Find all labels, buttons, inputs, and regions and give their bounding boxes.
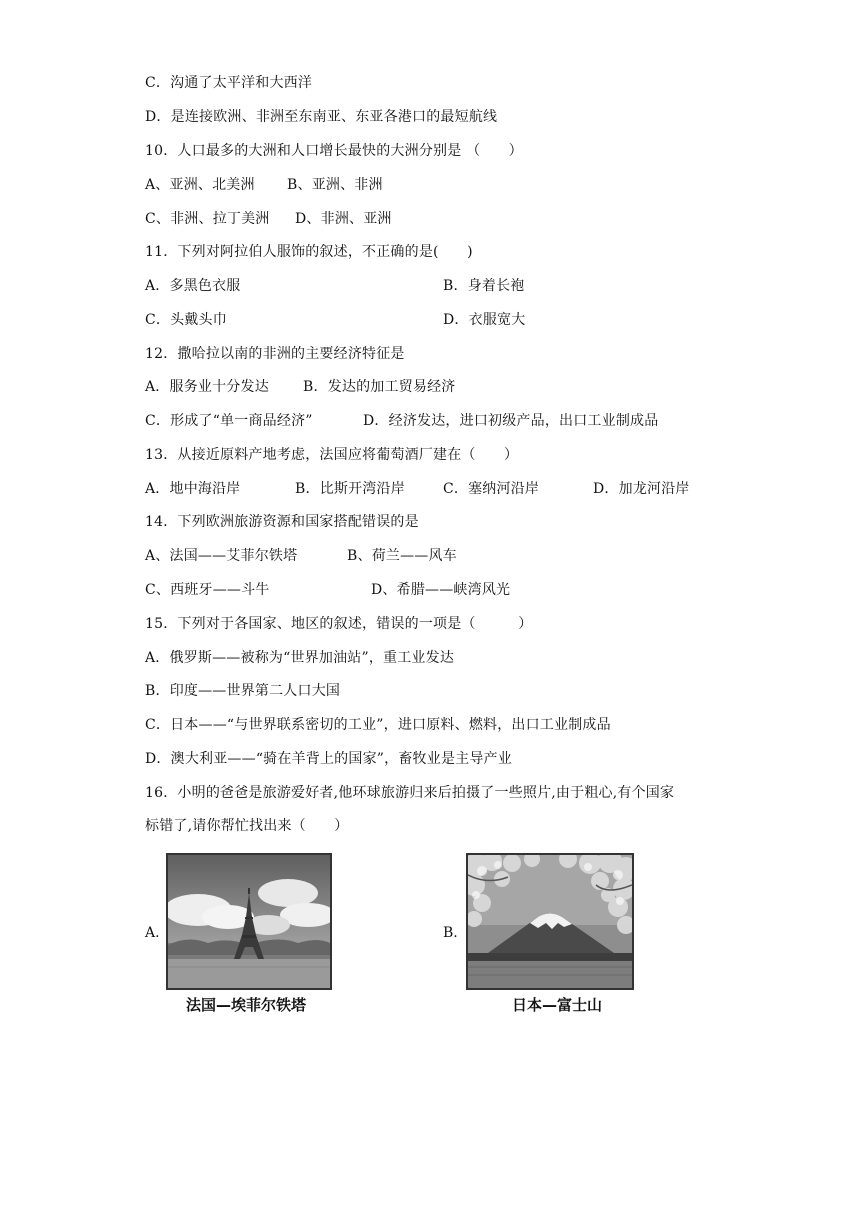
- q11-option-a: A．多黑色衣服: [145, 278, 241, 294]
- q14-option-b: B、荷兰——风车: [347, 548, 457, 564]
- q12-option-d: D．经济发达，进口初级产品，出口工业制成品: [363, 413, 659, 429]
- question-16-line-2: 标错了,请你帮忙找出来（ ）: [145, 818, 349, 834]
- q13-option-b: B．比斯开湾沿岸: [295, 481, 405, 497]
- q14-option-d: D、希腊——峡湾风光: [371, 582, 511, 598]
- photo-b-label: B.: [443, 925, 458, 941]
- photo-b-caption: 日本—富士山: [512, 996, 603, 1014]
- q11-option-d: D．衣服宽大: [443, 312, 526, 328]
- question-15: 15．下列对于各国家、地区的叙述，错误的一项是（ ）: [145, 616, 533, 632]
- q10-option-c: C、非洲、拉丁美洲: [145, 211, 270, 227]
- q15-option-c: C．日本——“与世界联系密切的工业”，进口原料、燃料，出口工业制成品: [145, 717, 611, 733]
- q11-option-c: C．头戴头巾: [145, 312, 227, 328]
- q9-option-d: D．是连接欧洲、非洲至东南亚、东亚各港口的最短航线: [145, 109, 498, 125]
- photo-a-label: A.: [145, 925, 160, 941]
- question-13: 13．从接近原料产地考虑，法国应将葡萄酒厂建在（ ）: [145, 447, 519, 463]
- q12-option-a: A．服务业十分发达: [145, 379, 269, 395]
- q15-option-a: A．俄罗斯——被称为“世界加油站”，重工业发达: [145, 650, 455, 666]
- q10-option-d: D、非洲、亚洲: [295, 211, 392, 227]
- q15-option-d: D．澳大利亚——“骑在羊背上的国家”，畜牧业是主导产业: [145, 751, 512, 767]
- q15-option-b: B．印度——世界第二人口大国: [145, 683, 341, 699]
- photo-mount-fuji: [466, 853, 634, 990]
- question-16-line-1: 16．小明的爸爸是旅游爱好者,他环球旅游归来后拍摄了一些照片,由于粗心,有个国家: [145, 785, 675, 801]
- q9-option-c: C．沟通了太平洋和大西洋: [145, 75, 313, 91]
- q13-option-d: D．加龙河沿岸: [593, 481, 690, 497]
- photo-a-caption: 法国—埃菲尔铁塔: [186, 996, 307, 1014]
- question-10: 10．人口最多的大洲和人口增长最快的大洲分别是 （ ）: [145, 143, 523, 159]
- q12-option-b: B．发达的加工贸易经济: [303, 379, 456, 395]
- question-12: 12．撒哈拉以南的非洲的主要经济特征是: [145, 346, 405, 362]
- q13-option-a: A．地中海沿岸: [145, 481, 241, 497]
- q14-option-a: A、法国——艾菲尔铁塔: [145, 548, 298, 564]
- question-11: 11．下列对阿拉伯人服饰的叙述，不正确的是( ): [145, 244, 473, 260]
- q14-option-c: C、西班牙——斗牛: [145, 582, 270, 598]
- mount-fuji-image: [468, 855, 632, 988]
- q11-option-b: B．身着长袍: [443, 278, 525, 294]
- eiffel-tower-image: [168, 855, 330, 988]
- photo-eiffel-tower: [166, 853, 332, 990]
- q12-option-c: C．形成了“单一商品经济”: [145, 413, 313, 429]
- question-14: 14．下列欧洲旅游资源和国家搭配错误的是: [145, 514, 419, 530]
- q13-option-c: C．塞纳河沿岸: [443, 481, 540, 497]
- q10-option-b: B、亚洲、非洲: [287, 177, 383, 193]
- q10-option-a: A、亚洲、北美洲: [145, 177, 255, 193]
